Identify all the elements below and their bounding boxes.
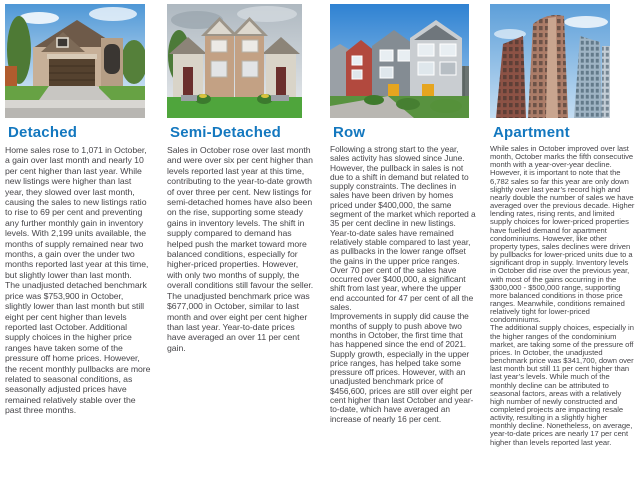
section-heading-semi-detached: Semi-Detached xyxy=(170,124,281,141)
row-townhouses-photo xyxy=(330,4,476,118)
semi-detached-paragraph-1: Sales in October rose over last month and were over six per cent higher than levels reported last year at this time, contributing to the year-to-date growth of over three per cent. New listings for semi-detached homes have also been on the rise, supporting some steady gains in inventory levels. The shift in supply compared to demand has helped push the market toward more balanced conditions, especially for higher-priced properties. However, with only two months of supply, the overall conditions still favour the seller. xyxy=(167,145,314,291)
apartment-towers-photo xyxy=(490,4,635,118)
section-heading-detached: Detached xyxy=(8,124,78,141)
section-row xyxy=(330,0,476,424)
apartment-paragraph-2: The additional supply choices, especially in the higher ranges of the condominium market, are taking some of the pressure off prices. In October, the unadjusted benchmark price was $341,700, down over last month but still 11 per cent higher than last year’s levels. While much of the monthly decline can be attributed to seasonal factors, areas with a relatively high number of newly constructed and completed projects are impacting resale activity, resulting in a slightly higher monthly decline. Nonetheless, on average, year-to-date prices are nearly 17 per cent higher than levels reported last year. xyxy=(490,323,634,447)
section-apartment xyxy=(490,0,635,447)
row-paragraph-2: Improvements in supply did cause the months of supply to push above two months in October, the first time that has happened since the end of 2021. Supply growth, especially in the upper price ranges, has helped take some pressure off prices. However, with an unadjusted benchmark price of $456,600, prices are still over eight per cent higher than last October and year-to-date, which have averaged an increase of nearly 16 per cent. xyxy=(330,311,474,424)
apartment-paragraph-1: While sales in October improved over last month, October marks the fifth consecutive month with a year-over-year decline. However, it is important to note that the 6,782 sales so far this year are only down slightly over last year’s record high and nearly double the number of sales we have averaged over the previous decade. Higher lending rates, rising rents, and limited supply choices for lower-priced properties have fuelled demand for apartment condominiums. However, like other property types, sales declines were driven by pullbacks for lower-priced units due to a significant drop in supply. Inventory levels in October did rise over the previous year, with most of the gains occurring in the $300,000 - $500,000 range, supporting more balanced conditions in those price ranges. Meanwhile, conditions remained relatively tight for lower-priced condominiums. xyxy=(490,144,635,325)
detached-house-photo xyxy=(5,4,151,118)
section-heading-apartment: Apartment xyxy=(493,124,570,141)
section-semi-detached xyxy=(167,0,314,353)
semi-detached-house-photo xyxy=(167,4,314,118)
row-paragraph-1: Following a strong start to the year, sales activity has slowed since June. However, the pullback in sales is not due to a shift in demand but related to supply constraints. The declines in sales have been driven by homes priced under $400,000, the same segment of the market which reported a 35 per cent decline in new listings. Year-to-date sales have remained relatively stable compared to last year, as pullbacks in the lower range offset the gains in the upper price ranges. Over 70 per cent of the sales have occurred over $400,000, a significant shift from last year, where the upper end accounted for 47 per cent of all the sales. xyxy=(330,144,476,313)
detached-paragraph-1: Home sales rose to 1,071 in October, a gain over last month and nearly 10 per cent higher than last year. While new listings were higher than last year, they slowed over last month, causing the sales to new listings ratio to rise to 69 per cent and preventing any further monthly gain in inventory levels. With 2,199 units available, the months of supply remained near two months, a gain over the under two months reported last year at this time, but slightly lower than last month. xyxy=(5,145,149,280)
section-heading-row: Row xyxy=(333,124,366,141)
section-detached xyxy=(5,0,151,416)
detached-paragraph-2: The unadjusted detached benchmark price was $753,900 in October, slightly lower than last month but still eight per cent higher than levels reported last October. Additional supply choices in the higher price ranges have taken some of the pressure off home prices. However, the recent monthly pullbacks are more related to seasonal conditions, as seasonally adjusted prices have remained relatively stable over the past three months. xyxy=(5,280,151,416)
semi-detached-paragraph-2: The unadjusted benchmark price was $677,000 in October, similar to last month and over eight per cent higher than last year. Year-to-date prices have averaged an over 11 per cent gain. xyxy=(167,290,310,353)
